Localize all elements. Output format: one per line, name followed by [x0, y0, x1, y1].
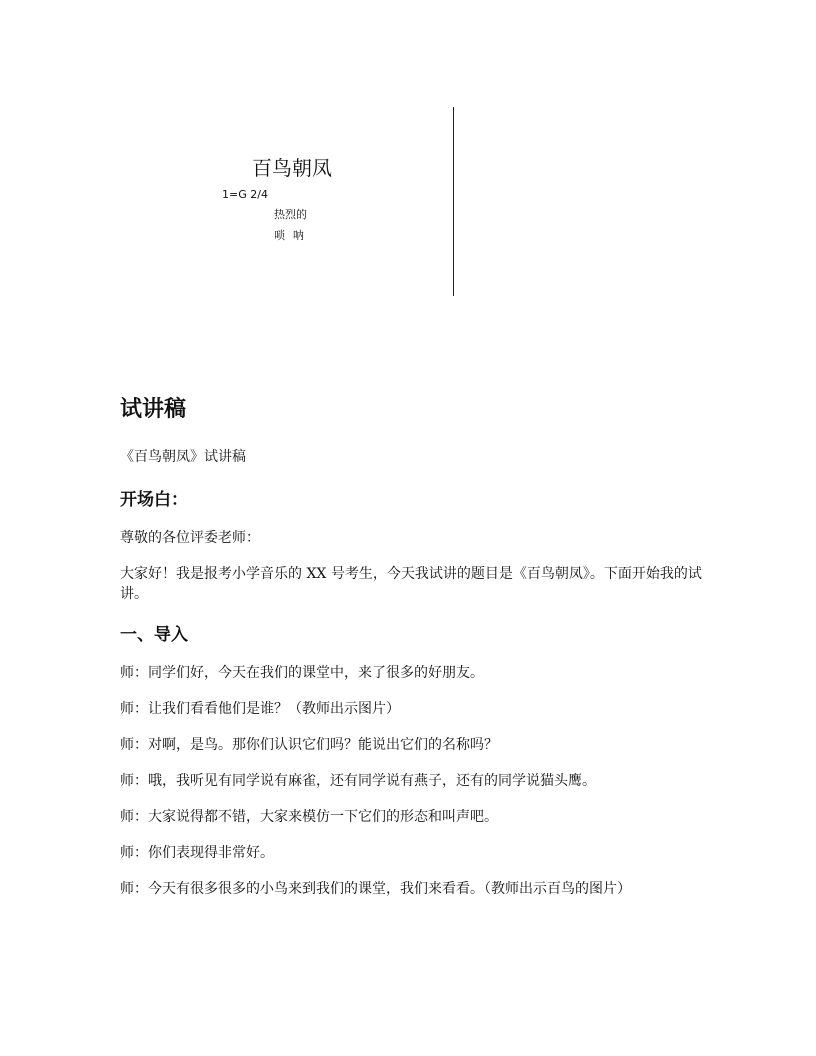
opening-heading: 开场白：	[120, 490, 188, 510]
intro-paragraph: 师：今天有很多很多的小鸟来到我们的课堂，我们来看看。（教师出示百鸟的图片）	[120, 881, 631, 897]
score-tempo-marking: 热烈的	[274, 208, 307, 221]
opening-paragraph: 尊敬的各位评委老师：	[120, 530, 260, 546]
intro-paragraph: 师：哦，我听见有同学说有麻雀，还有同学说有燕子，还有的同学说猫头鹰。	[120, 773, 596, 789]
intro-paragraph: 师：大家说得都不错，大家来模仿一下它们的形态和叫声吧。	[120, 809, 498, 825]
document-subtitle: 《百鸟朝凤》试讲稿	[120, 449, 246, 465]
section-heading-intro: 一、导入	[120, 625, 188, 645]
score-instrument: 唢呐	[274, 229, 312, 242]
music-score-header	[200, 100, 470, 300]
intro-paragraph: 师：对啊，是鸟。那你们认识它们吗？能说出它们的名称吗？	[120, 737, 498, 753]
score-barline	[453, 107, 454, 296]
document-heading: 试讲稿	[120, 397, 187, 422]
document-body	[120, 392, 710, 915]
score-title: 百鸟朝凤	[252, 156, 332, 180]
intro-paragraph: 师：同学们好，今天在我们的课堂中，来了很多的好朋友。	[120, 665, 484, 681]
opening-paragraph: 大家好！我是报考小学音乐的 XX 号考生，今天我试讲的题目是《百鸟朝凤》。下面开始我的试讲。	[120, 566, 702, 602]
intro-paragraph: 师：你们表现得非常好。	[120, 845, 274, 861]
score-key-signature: 1=G 2/4	[222, 188, 268, 201]
intro-paragraph: 师：让我们看看他们是谁？（教师出示图片）	[120, 701, 400, 717]
